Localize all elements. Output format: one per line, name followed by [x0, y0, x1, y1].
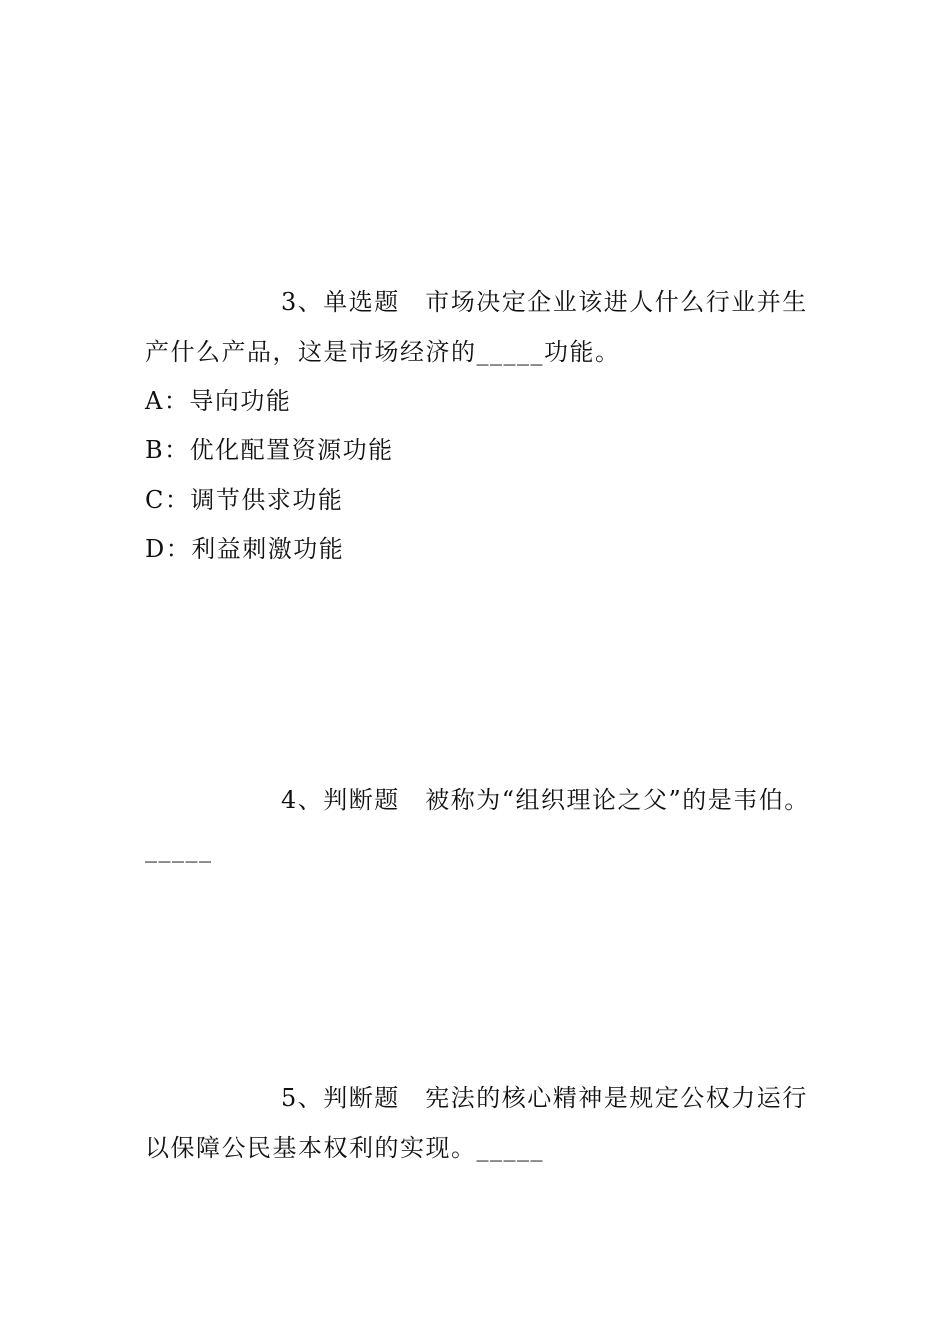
question-3-stem-line-1: 3、单选题 市场决定企业该进人什么行业并生 — [281, 288, 808, 316]
question-3-option-a: A：导向功能 — [145, 387, 292, 415]
question-5-stem-line-1: 5、判断题 宪法的核心精神是规定公权力运行 — [281, 1084, 808, 1112]
question-4-answer-blank: _____ — [145, 835, 213, 863]
question-3-option-b: B：优化配置资源功能 — [145, 436, 394, 464]
question-3-stem-line-2: 产什么产品，这是市场经济的_____功能。 — [145, 338, 621, 366]
question-3-option-c: C：调节供求功能 — [145, 486, 344, 514]
question-4-stem-line-1: 4、判断题 被称为“组织理论之父”的是韦伯。 — [281, 786, 810, 814]
question-3-option-d: D：利益刺激功能 — [145, 535, 345, 563]
question-5-stem-line-2: 以保障公民基本权利的实现。_____ — [145, 1134, 544, 1162]
